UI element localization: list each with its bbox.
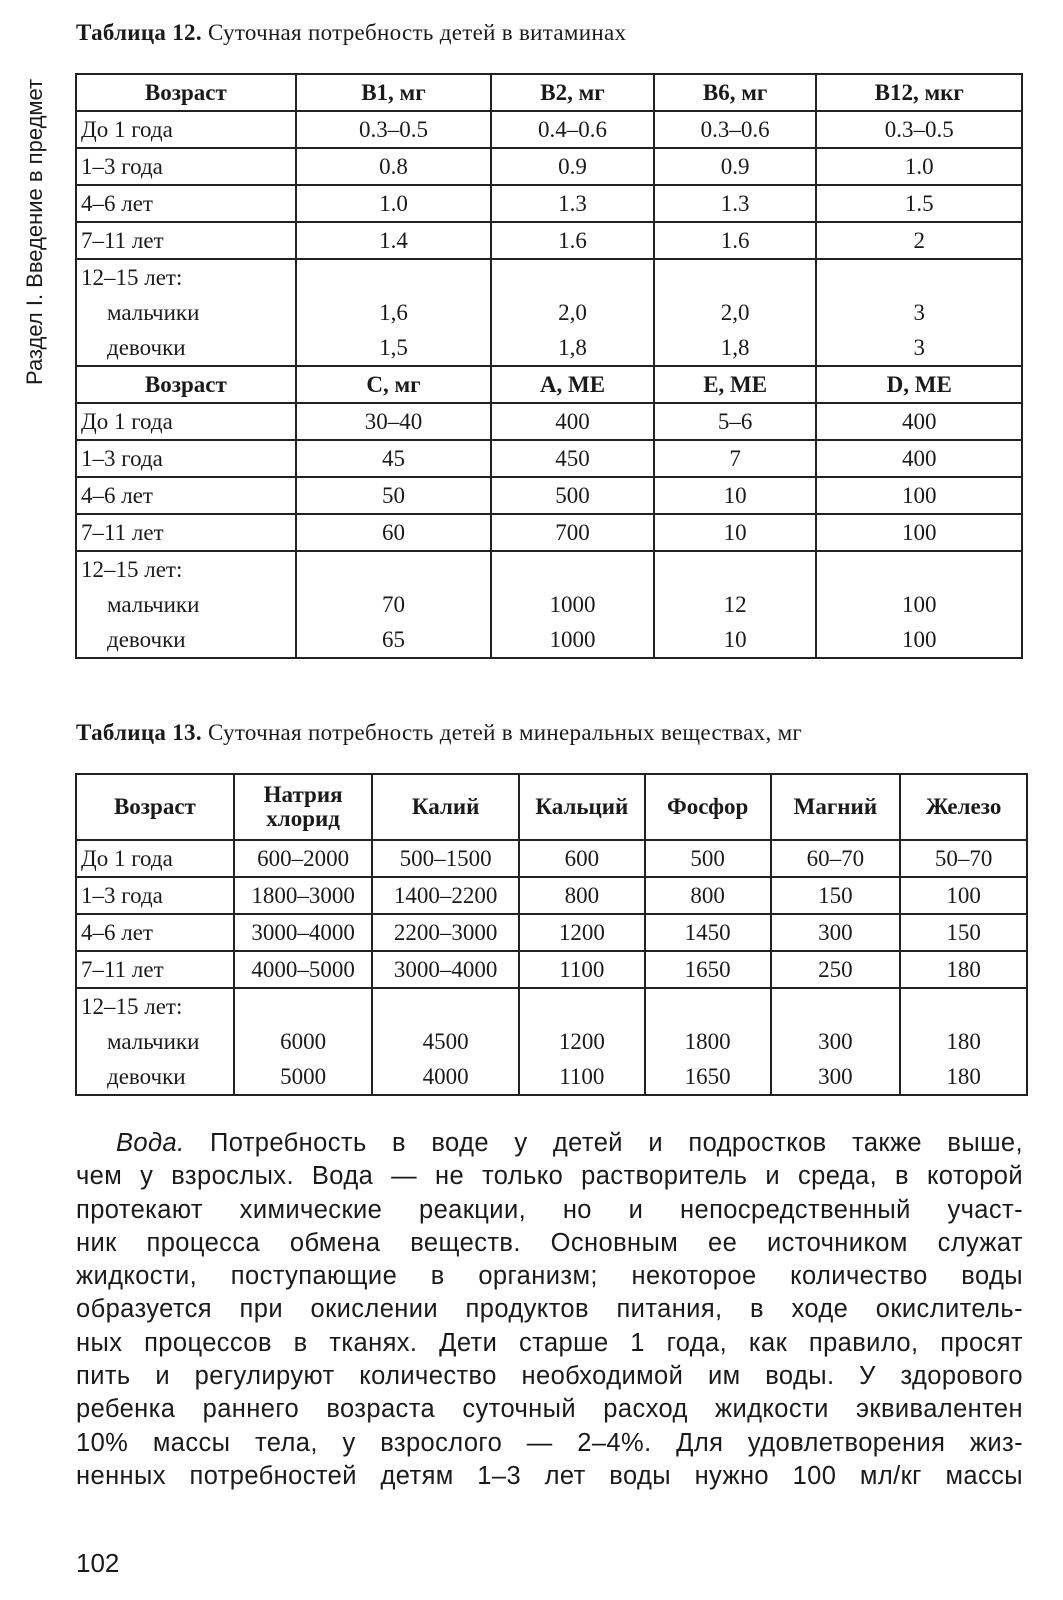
- table12-header-row-2: [76, 366, 1022, 403]
- value-cell: 450: [491, 440, 654, 477]
- header-cell: Возраст: [76, 774, 234, 840]
- value-cell: 1.5: [816, 185, 1022, 222]
- value-cell: 180: [900, 951, 1027, 988]
- table13-caption: [76, 720, 802, 746]
- value-cell: 4000–5000: [234, 951, 373, 988]
- age-cell: 12–15 лет:: [76, 551, 296, 587]
- value-cell: 700: [491, 514, 654, 551]
- value-cell: 1.6: [654, 222, 817, 259]
- header-cell: B1, мг: [296, 74, 492, 111]
- table-row: [76, 148, 1022, 185]
- age-cell: 12–15 лет:: [76, 259, 296, 295]
- paragraph-line: чем у взрослых. Вода — не только растворитель и среда, в которой: [76, 1162, 1023, 1191]
- value-cell: 800: [519, 877, 645, 914]
- header-cell: C, мг: [296, 366, 492, 403]
- value-cell: 180: [900, 1024, 1027, 1059]
- value-cell: 10: [654, 477, 817, 514]
- header-cell: A, ME: [491, 366, 654, 403]
- value-cell: 4500: [372, 1024, 519, 1059]
- value-cell: 1.6: [491, 222, 654, 259]
- value-cell: [654, 259, 817, 295]
- value-cell: [816, 259, 1022, 295]
- table13-header-row: [76, 774, 1027, 840]
- value-cell: 10: [654, 514, 817, 551]
- value-cell: 1,6: [296, 295, 492, 330]
- value-cell: [491, 551, 654, 587]
- age-cell: девочки: [76, 1059, 234, 1095]
- table-row: [76, 988, 1027, 1024]
- table-row: [76, 222, 1022, 259]
- value-cell: 250: [771, 951, 901, 988]
- table-row: [76, 111, 1022, 148]
- table-row: [76, 1059, 1027, 1095]
- table-row: [76, 330, 1022, 366]
- table-row: [76, 259, 1022, 295]
- value-cell: 7: [654, 440, 817, 477]
- paragraph-lead: Вода.: [116, 1129, 185, 1157]
- header-cell: E, ME: [654, 366, 817, 403]
- header-cell: Кальций: [519, 774, 645, 840]
- paragraph-line-text: Потребность в воде у детей и подростков также выше,: [184, 1129, 1023, 1157]
- value-cell: 0.3–0.5: [296, 111, 492, 148]
- value-cell: 0.4–0.6: [491, 111, 654, 148]
- value-cell: 400: [816, 403, 1022, 440]
- value-cell: 1000: [491, 622, 654, 658]
- age-cell: 4–6 лет: [76, 914, 234, 951]
- table-row: [76, 514, 1022, 551]
- value-cell: 300: [771, 1024, 901, 1059]
- page-number: 102: [76, 1548, 120, 1578]
- value-cell: 1.3: [654, 185, 817, 222]
- value-cell: 3000–4000: [372, 951, 519, 988]
- value-cell: 12: [654, 587, 817, 622]
- value-cell: 2200–3000: [372, 914, 519, 951]
- value-cell: [234, 988, 373, 1024]
- value-cell: 0.8: [296, 148, 492, 185]
- value-cell: 0.3–0.5: [816, 111, 1022, 148]
- value-cell: 70: [296, 587, 492, 622]
- age-cell: 4–6 лет: [76, 477, 296, 514]
- value-cell: 600–2000: [234, 840, 373, 877]
- value-cell: 1450: [645, 914, 771, 951]
- value-cell: 180: [900, 1059, 1027, 1095]
- value-cell: 500: [491, 477, 654, 514]
- value-cell: 800: [645, 877, 771, 914]
- table-row: [76, 587, 1022, 622]
- value-cell: 1100: [519, 1059, 645, 1095]
- value-cell: [900, 988, 1027, 1024]
- value-cell: 300: [771, 914, 901, 951]
- value-cell: 1800–3000: [234, 877, 373, 914]
- age-cell: мальчики: [76, 1024, 234, 1059]
- age-cell: 1–3 года: [76, 877, 234, 914]
- value-cell: 45: [296, 440, 492, 477]
- header-cell: B6, мг: [654, 74, 817, 111]
- value-cell: 3000–4000: [234, 914, 373, 951]
- paragraph-line: образуется при окислении продуктов питания, в ходе окислитель-: [76, 1295, 1023, 1324]
- age-cell: мальчики: [76, 295, 296, 330]
- value-cell: 6000: [234, 1024, 373, 1059]
- age-cell: До 1 года: [76, 111, 296, 148]
- value-cell: 65: [296, 622, 492, 658]
- table-row: [76, 1024, 1027, 1059]
- header-cell: B2, мг: [491, 74, 654, 111]
- value-cell: 2,0: [654, 295, 817, 330]
- value-cell: 400: [491, 403, 654, 440]
- header-cell: B12, мкг: [816, 74, 1022, 111]
- value-cell: 100: [816, 622, 1022, 658]
- header-cell: Фосфор: [645, 774, 771, 840]
- value-cell: 10: [654, 622, 817, 658]
- value-cell: 1800: [645, 1024, 771, 1059]
- table-row: [76, 403, 1022, 440]
- paragraph-line: ных процессов в тканях. Дети старше 1 года, как правило, просят: [76, 1328, 1023, 1357]
- table12-caption: [76, 20, 626, 46]
- value-cell: 60–70: [771, 840, 901, 877]
- paragraph-line: ник процесса обмена веществ. Основным ее источником служат: [76, 1228, 1023, 1257]
- age-cell: 7–11 лет: [76, 951, 234, 988]
- value-cell: [296, 259, 492, 295]
- value-cell: 1650: [645, 951, 771, 988]
- value-cell: 50: [296, 477, 492, 514]
- paragraph-line: протекают химические реакции, но и непосредственный участ-: [76, 1195, 1023, 1224]
- value-cell: 3: [816, 295, 1022, 330]
- table-row: [76, 551, 1022, 587]
- vitamins-table: [75, 73, 1023, 659]
- value-cell: 1,5: [296, 330, 492, 366]
- header-cell: D, ME: [816, 366, 1022, 403]
- table-row: [76, 295, 1022, 330]
- age-cell: 1–3 года: [76, 148, 296, 185]
- table-row: [76, 840, 1027, 877]
- value-cell: 0.9: [654, 148, 817, 185]
- value-cell: 1,8: [491, 330, 654, 366]
- value-cell: 1,8: [654, 330, 817, 366]
- paragraph-line: ненных потребностей детям 1–3 лет воды нужно 100 мл/кг массы: [76, 1461, 1023, 1490]
- value-cell: 1100: [519, 951, 645, 988]
- value-cell: 3: [816, 330, 1022, 366]
- age-cell: девочки: [76, 622, 296, 658]
- water-paragraph: [76, 1127, 1023, 1493]
- header-cell: Натрия хлорид: [234, 774, 373, 840]
- paragraph-line: жидкости, поступающие в организм; некоторое количество воды: [76, 1262, 1023, 1291]
- age-cell: девочки: [76, 330, 296, 366]
- value-cell: 600: [519, 840, 645, 877]
- value-cell: 2: [816, 222, 1022, 259]
- table-row: [76, 877, 1027, 914]
- value-cell: 150: [771, 877, 901, 914]
- table-row: [76, 622, 1022, 658]
- value-cell: 1.4: [296, 222, 492, 259]
- value-cell: 5000: [234, 1059, 373, 1095]
- header-cell: Железо: [900, 774, 1027, 840]
- table12-caption-text: Суточная потребность детей в витаминах: [201, 20, 627, 45]
- value-cell: [816, 551, 1022, 587]
- table12-header-row-1: [76, 74, 1022, 111]
- paragraph-line: 10% массы тела, у взрослого — 2–4%. Для удовлетворения жиз-: [76, 1428, 1023, 1457]
- value-cell: 60: [296, 514, 492, 551]
- age-cell: 12–15 лет:: [76, 988, 234, 1024]
- section-side-header: Раздел I. Введение в предмет: [22, 78, 47, 385]
- table12-caption-number: Таблица 12.: [76, 20, 202, 45]
- value-cell: 1.0: [816, 148, 1022, 185]
- value-cell: [645, 988, 771, 1024]
- age-cell: 7–11 лет: [76, 222, 296, 259]
- header-cell: Калий: [372, 774, 519, 840]
- value-cell: 30–40: [296, 403, 492, 440]
- value-cell: 100: [900, 877, 1027, 914]
- paragraph-line: пить и регулируют количество необходимой им воды. У здорового: [76, 1362, 1023, 1391]
- table-row: [76, 914, 1027, 951]
- value-cell: 1400–2200: [372, 877, 519, 914]
- paragraph-line: ребенка раннего возраста суточный расход жидкости эквивалентен: [76, 1395, 1023, 1424]
- value-cell: 500–1500: [372, 840, 519, 877]
- age-cell: 1–3 года: [76, 440, 296, 477]
- value-cell: 1000: [491, 587, 654, 622]
- header-cell: Магний: [771, 774, 901, 840]
- value-cell: 0.3–0.6: [654, 111, 817, 148]
- value-cell: [491, 259, 654, 295]
- age-cell: 7–11 лет: [76, 514, 296, 551]
- value-cell: [372, 988, 519, 1024]
- value-cell: [296, 551, 492, 587]
- age-cell: 4–6 лет: [76, 185, 296, 222]
- age-cell: До 1 года: [76, 403, 296, 440]
- value-cell: 100: [816, 477, 1022, 514]
- value-cell: 500: [645, 840, 771, 877]
- table-row: [76, 185, 1022, 222]
- value-cell: 300: [771, 1059, 901, 1095]
- value-cell: 1.0: [296, 185, 492, 222]
- value-cell: 5–6: [654, 403, 817, 440]
- table13-caption-text: Суточная потребность детей в минеральных веществах, мг: [201, 720, 803, 745]
- age-cell: До 1 года: [76, 840, 234, 877]
- header-cell: Возраст: [76, 74, 296, 111]
- value-cell: 400: [816, 440, 1022, 477]
- minerals-table: [75, 773, 1028, 1096]
- value-cell: 150: [900, 914, 1027, 951]
- value-cell: 1.3: [491, 185, 654, 222]
- value-cell: [654, 551, 817, 587]
- value-cell: 0.9: [491, 148, 654, 185]
- value-cell: 100: [816, 514, 1022, 551]
- age-cell: мальчики: [76, 587, 296, 622]
- table-row: [76, 477, 1022, 514]
- value-cell: [771, 988, 901, 1024]
- table-row: [76, 951, 1027, 988]
- value-cell: 1200: [519, 914, 645, 951]
- paragraph-line: [76, 1127, 1023, 1160]
- value-cell: [519, 988, 645, 1024]
- value-cell: 2,0: [491, 295, 654, 330]
- table-row: [76, 440, 1022, 477]
- value-cell: 100: [816, 587, 1022, 622]
- value-cell: 1650: [645, 1059, 771, 1095]
- value-cell: 1200: [519, 1024, 645, 1059]
- value-cell: 4000: [372, 1059, 519, 1095]
- value-cell: 50–70: [900, 840, 1027, 877]
- header-cell: Возраст: [76, 366, 296, 403]
- table13-caption-number: Таблица 13.: [76, 720, 202, 745]
